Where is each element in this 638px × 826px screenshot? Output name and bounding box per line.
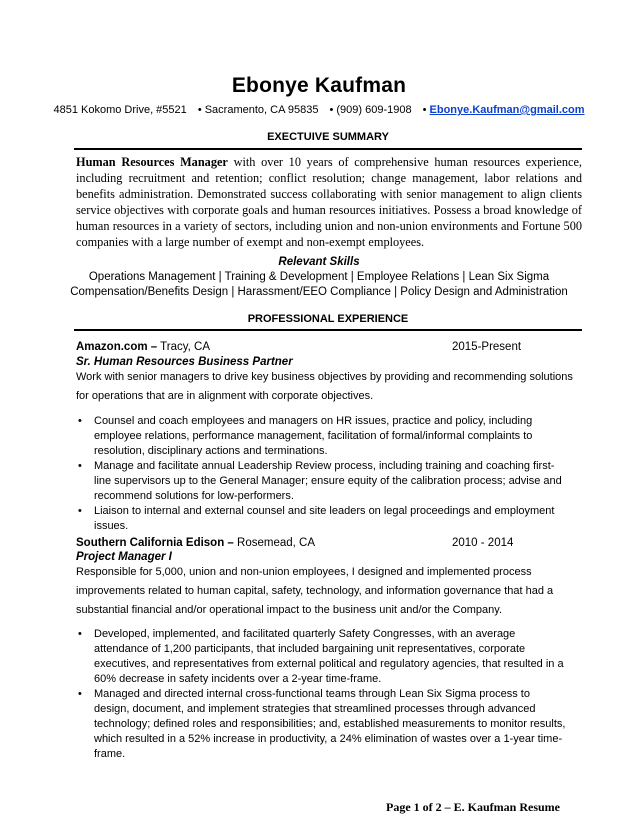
job-description: Work with senior managers to drive key business objectives by providing and recommending solutions for operations that are in alignment with corporate objectives. bbox=[76, 371, 573, 402]
job-header bbox=[76, 537, 582, 549]
skills-heading: Relevant Skills bbox=[278, 256, 360, 268]
company-name: Amazon.com – bbox=[76, 341, 158, 353]
bullet-text: Counsel and coach employees and managers on HR issues, practice and policy, including employee relations, performance management, facilitation of formal/informal complaints to resolution, disciplinary actions and terminations. bbox=[94, 415, 533, 457]
job-dates: 2015-Present bbox=[452, 341, 522, 353]
page-footer: Page 1 of 2 – E. Kaufman Resume bbox=[386, 800, 560, 814]
summary-text bbox=[76, 154, 582, 250]
candidate-name: Ebonye Kaufman bbox=[231, 74, 407, 97]
list-item bbox=[76, 627, 566, 687]
job-dates: 2010 - 2014 bbox=[452, 537, 514, 549]
list-item bbox=[76, 687, 566, 762]
bullet-text: Developed, implemented, and facilitated quarterly Safety Congresses, with an average attendance of 1,200 participants, that included bargaining unit representatives, corporate executives, and representatives from external political and regulatory agencies, that resulted in a 60% decrease in safety incidents over a 2-year time-frame. bbox=[94, 628, 564, 685]
job-title: Project Manager I bbox=[76, 551, 172, 563]
bullet-text: Managed and directed internal cross-functional teams through Lean Six Sigma process to design, document, and implement strategies that streamlined processes through advanced technology; defined roles and responsibilities; and, established measurements to monitor results, which resulted in a 52% increase in productivity, a 24% elimination of wastes over a 1-year time-frame. bbox=[94, 688, 566, 760]
list-item bbox=[76, 459, 566, 504]
company-name: Southern California Edison – bbox=[76, 537, 234, 549]
skills-line-1: Operations Management | Training & Development | Employee Relations | Lean Six Sigma bbox=[88, 271, 550, 283]
job-title: Sr. Human Resources Business Partner bbox=[76, 356, 293, 368]
bullet-text: Manage and facilitate annual Leadership Review process, including training and coaching first-line supervisors up to the General Manager; ensure equity of the calibration process; advise and recommend solutions for low-performers. bbox=[94, 460, 562, 502]
bullet-glyph: • bbox=[78, 415, 82, 427]
contact-line bbox=[0, 104, 638, 116]
job-bullets bbox=[76, 414, 566, 534]
section-divider bbox=[74, 329, 582, 331]
bullet-glyph: • bbox=[78, 688, 82, 700]
list-item bbox=[76, 414, 566, 459]
bullet-separator: • bbox=[422, 104, 427, 116]
bullet-glyph: • bbox=[78, 628, 82, 640]
job-header bbox=[76, 341, 582, 353]
address: 4851 Kokomo Drive, #5521 bbox=[53, 104, 187, 116]
city: Sacramento, CA 95835 bbox=[204, 104, 319, 116]
skills-line-2: Compensation/Benefits Design | Harassment/EEO Compliance | Policy Design and Administration bbox=[70, 286, 568, 298]
job-description: Responsible for 5,000, union and non-union employees, I designed and implemented process improvements related to human capital, safety, technology, and information governance that had a substantial financial and/or operational impact to the business unit and/or the Company. bbox=[76, 566, 554, 616]
bullet-glyph: • bbox=[78, 505, 82, 517]
summary-body: with over 10 years of comprehensive human resources experience, including recruitment and retention; conflict resolution; change management, labor relations and benefits administration. Demonstrated success collaborating with senior management to align clients service objectives with corporate goals and human resources initiatives. Possess a broad knowledge of human resources in a variety of sectors, including union and non-union environments and Fortune 500 companies with a large number of exempt and non-exempt employees. bbox=[76, 155, 582, 249]
phone: (909) 609-1908 bbox=[336, 104, 412, 116]
bullet-glyph: • bbox=[78, 460, 82, 472]
summary-heading: EXECTUIVE SUMMARY bbox=[267, 131, 389, 143]
bullet-separator: • bbox=[329, 104, 334, 116]
job-location: Rosemead, CA bbox=[233, 537, 316, 549]
list-item bbox=[76, 504, 566, 534]
email-link[interactable]: Ebonye.Kaufman@gmail.com bbox=[429, 104, 585, 116]
bullet-separator: • bbox=[197, 104, 202, 116]
job-location: Tracy, CA bbox=[157, 341, 210, 353]
job-bullets bbox=[76, 627, 566, 762]
bullet-text: Liaison to internal and external counsel and site leaders on legal proceedings and employment issues. bbox=[94, 505, 555, 532]
section-divider bbox=[74, 148, 582, 150]
experience-heading: PROFESSIONAL EXPERIENCE bbox=[247, 313, 409, 325]
summary-lead: Human Resources Manager bbox=[76, 155, 228, 169]
